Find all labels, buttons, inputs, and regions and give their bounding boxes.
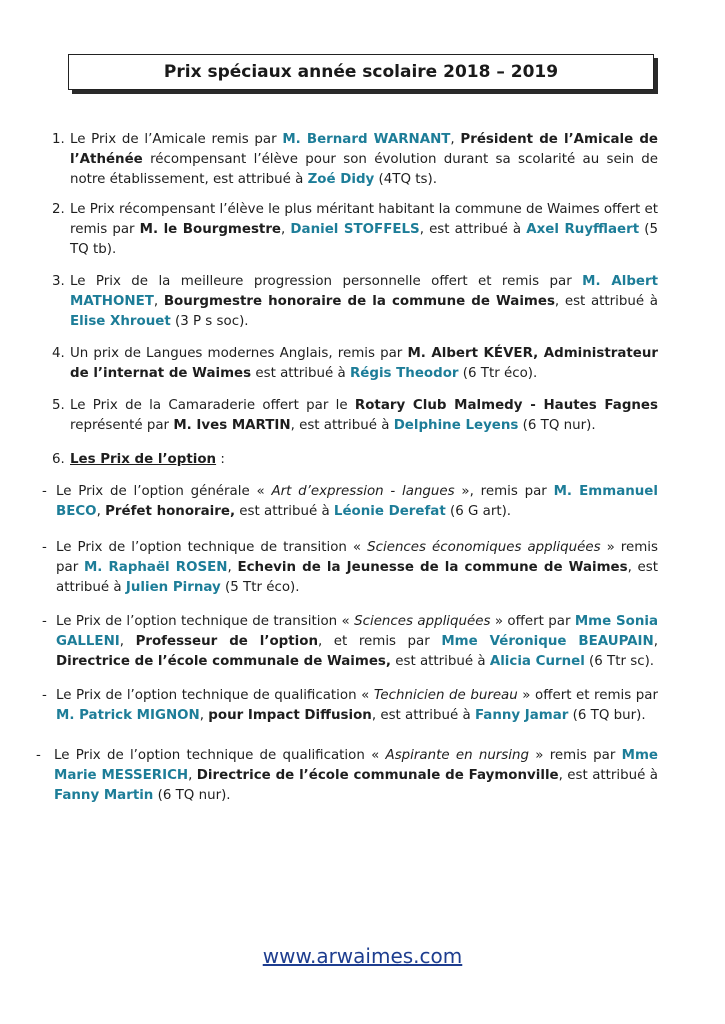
- presenter-title: M. le Bourgmestre: [139, 222, 282, 237]
- text: Un prix de Langues modernes Anglais, remis par: [70, 346, 408, 361]
- option-name: Aspirante en nursing: [385, 748, 529, 763]
- text: ,: [96, 504, 106, 519]
- winner-name: Delphine Leyens: [393, 418, 519, 433]
- prize-item-5: [48, 396, 658, 436]
- text: , est attribué à: [371, 708, 475, 723]
- text: récompensant l’élève pour son évolution durant sa scolarité au sein de notre établissement, est attribué à: [70, 152, 658, 187]
- dash-marker: -: [42, 614, 47, 629]
- presenter-title: Professeur de l’option: [135, 634, 318, 649]
- presenter-name: M. Patrick MIGNON: [56, 708, 200, 723]
- text: est attribué à: [251, 366, 350, 381]
- text: ,: [450, 132, 461, 147]
- dash-marker: -: [36, 748, 41, 763]
- presenter-name: M. Albert MATHONET: [70, 274, 659, 309]
- footer: [0, 944, 725, 968]
- prize-item-2: [48, 200, 658, 260]
- winner-name: Alicia Curnel: [489, 654, 585, 669]
- option-prize-1: [42, 482, 658, 522]
- prize-item-6: [48, 450, 658, 470]
- presenter-title: Président de l’Amicale de l’Athénée: [70, 132, 659, 167]
- text: , est attribué à: [419, 222, 527, 237]
- presenter-name: M. Albert KÉVER, Administrateur de l’internat de Waimes: [70, 346, 658, 381]
- winner-name: Régis Theodor: [349, 366, 459, 381]
- winner-name: Léonie Derefat: [333, 504, 446, 519]
- text: , est attribué à: [554, 294, 659, 309]
- winner-name: Zoé Didy: [307, 172, 375, 187]
- dash-marker: -: [42, 484, 47, 499]
- page-title: Prix spéciaux année scolaire 2018 – 2019: [163, 62, 559, 82]
- text: » remis par: [529, 748, 622, 763]
- item-number: 4.: [52, 346, 65, 361]
- text: Le Prix récompensant l’élève le plus méritant habitant la commune de Waimes offert et remis par: [70, 202, 658, 237]
- option-prize-2: [42, 538, 658, 598]
- text: Le Prix de la meilleure progression personnelle offert et remis par: [70, 274, 583, 289]
- presenter-title: Directrice de l’école communale de Faymonville: [196, 768, 559, 783]
- presenter-name: Daniel STOFFELS: [290, 222, 420, 237]
- text: Le Prix de l’option technique de qualification «: [54, 748, 386, 763]
- option-prize-3: [42, 612, 658, 672]
- text: », remis par: [454, 484, 554, 499]
- prize-item-4: [48, 344, 658, 384]
- presenter-title-2: Directrice de l’école communale de Waimes,: [56, 654, 391, 669]
- text: ,: [281, 222, 291, 237]
- option-name: Technicien de bureau: [373, 688, 518, 703]
- presenter-title: Echevin de la Jeunesse de la commune de Waimes: [237, 560, 628, 575]
- option-name: Sciences économiques appliquées: [367, 540, 601, 555]
- item-number: 2.: [52, 202, 65, 217]
- text: , est attribué à: [290, 418, 394, 433]
- text: » offert et remis par: [517, 688, 658, 703]
- option-prize-5: [36, 746, 658, 806]
- presenter-name-2: Mme Véronique BEAUPAIN: [441, 634, 654, 649]
- dash-marker: -: [42, 540, 47, 555]
- class-code: (6 Ttr sc).: [584, 654, 655, 669]
- presenter-name: M. Raphaël ROSEN: [83, 560, 228, 575]
- option-name: Sciences appliquées: [354, 614, 491, 629]
- text: , est attribué à: [56, 560, 659, 595]
- presenter-title: Bourgmestre honoraire de la commune de Waimes: [163, 294, 555, 309]
- text: Le Prix de l’Amicale remis par: [70, 132, 283, 147]
- text: ,: [153, 294, 164, 309]
- text: » remis par: [56, 540, 658, 575]
- text: est attribué à: [235, 504, 334, 519]
- winner-name: Fanny Jamar: [474, 708, 569, 723]
- text: Le Prix de l’option technique de qualification «: [56, 688, 374, 703]
- option-prize-4: [42, 686, 658, 726]
- text: ,: [199, 708, 209, 723]
- text: Le Prix de l’option générale «: [56, 484, 272, 499]
- presenter-name: M. Bernard WARNANT: [282, 132, 451, 147]
- class-code: (3 P s soc).: [170, 314, 249, 329]
- class-code: (6 G art).: [445, 504, 512, 519]
- presenter-name: M. Ives MARTIN: [173, 418, 291, 433]
- dash-marker: -: [42, 688, 47, 703]
- text: » offert par: [490, 614, 575, 629]
- website-link[interactable]: www.arwaimes.com: [262, 944, 463, 968]
- text: ,: [227, 560, 238, 575]
- class-code: (6 TQ bur).: [568, 708, 646, 723]
- winner-name: Julien Pirnay: [125, 580, 221, 595]
- text: Le Prix de la Camaraderie offert par le: [70, 398, 355, 413]
- section-heading: Les Prix de l’option: [70, 452, 217, 467]
- prize-item-1: [48, 130, 658, 190]
- option-name: Art d’expression - langues: [271, 484, 455, 499]
- item-number: 5.: [52, 398, 65, 413]
- text: :: [216, 452, 225, 467]
- class-code: (5 TQ tb).: [70, 222, 658, 257]
- text: ,: [653, 634, 658, 649]
- presenter-name: Mme Sonia GALLENI: [56, 614, 658, 649]
- text: , et remis par: [318, 634, 442, 649]
- class-code: (5 Ttr éco).: [220, 580, 300, 595]
- text: ,: [119, 634, 136, 649]
- presenter-name: M. Emmanuel BECO: [56, 484, 658, 519]
- title-box: [68, 54, 654, 90]
- presenter-title: pour Impact Diffusion: [208, 708, 372, 723]
- text: Le Prix de l’option technique de transition «: [56, 614, 355, 629]
- winner-name: Fanny Martin: [54, 788, 154, 803]
- presenter-title: Préfet honoraire,: [105, 504, 236, 519]
- item-number: 6.: [52, 452, 65, 467]
- presenter-name: Mme Marie MESSERICH: [54, 748, 658, 783]
- winner-name: Elise Xhrouet: [70, 314, 171, 329]
- item-number: 3.: [52, 274, 65, 289]
- text: représenté par: [70, 418, 174, 433]
- class-code: (6 TQ nur).: [153, 788, 231, 803]
- prize-item-3: [48, 272, 658, 332]
- text: ,: [188, 768, 197, 783]
- text: , est attribué à: [558, 768, 658, 783]
- winner-name: Axel Ruyfflaert: [526, 222, 640, 237]
- text: est attribué à: [390, 654, 490, 669]
- prize-list: [36, 130, 659, 806]
- class-code: (6 TQ nur).: [518, 418, 596, 433]
- presenter-org: Rotary Club Malmedy - Hautes Fagnes: [354, 398, 658, 413]
- class-code: (4TQ ts).: [374, 172, 437, 187]
- item-number: 1.: [52, 132, 65, 147]
- text: Le Prix de l’option technique de transition «: [56, 540, 368, 555]
- class-code: (6 Ttr éco).: [458, 366, 538, 381]
